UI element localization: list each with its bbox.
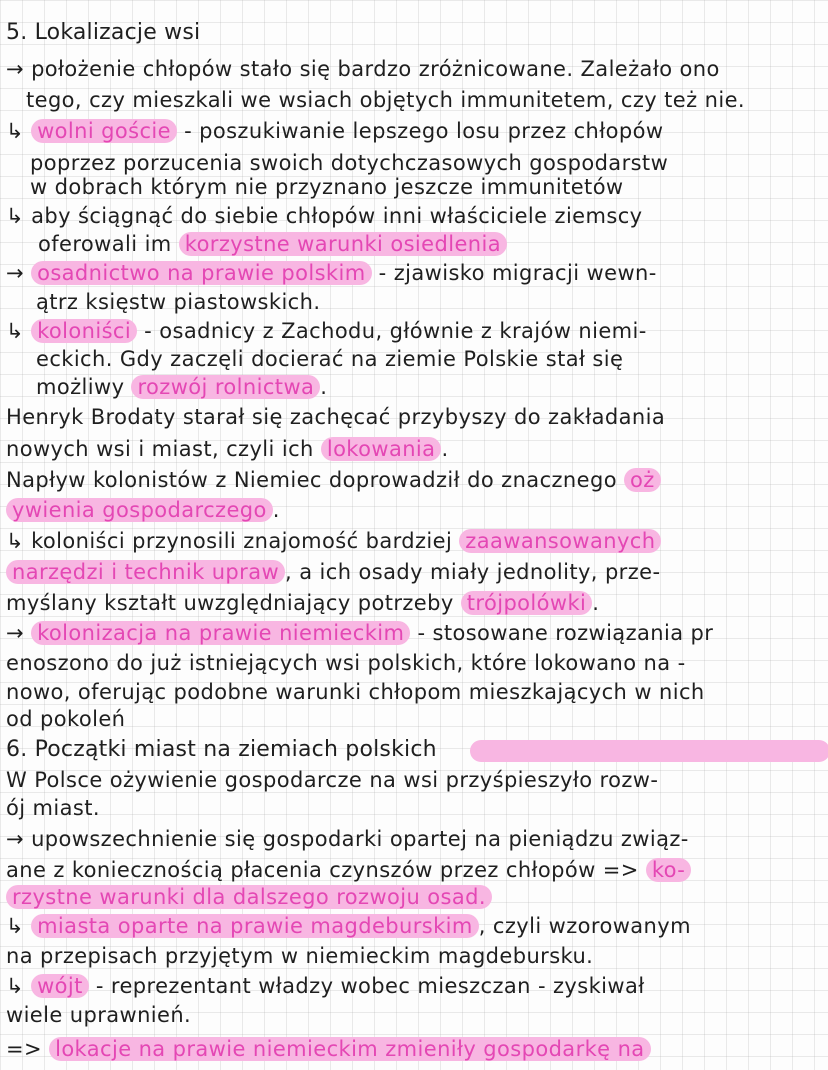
note-line: ↳ koloniści przynosili znajomość bardziej zaawansowanych: [6, 528, 661, 554]
note-line: => lokacje na prawie niemieckim zmieniły gospodarkę na: [6, 1036, 651, 1062]
highlighted-term: lokowania: [321, 437, 442, 461]
note-line: myślany kształt uwzględniający potrzeby trójpolówki .: [6, 591, 600, 615]
highlighted-term: wolni goście: [31, 119, 177, 143]
note-line: → kolonizacja na prawie niemieckim - stosowane rozwiązania pr: [6, 621, 714, 645]
note-line: w dobrach którym nie przyznano jeszcze immunitetów: [30, 175, 624, 199]
note-line: → upowszechnienie się gospodarki opartej na pieniądzu związ-: [6, 827, 689, 851]
note-line: ↳ koloniści - osadnicy z Zachodu, głównie z krajów niemi-: [6, 319, 647, 343]
highlighted-term: kolonizacja na prawie niemieckim: [31, 621, 410, 645]
note-line: [6, 884, 492, 910]
note-line: oferowali im korzystne warunki osiedlenia: [38, 231, 507, 257]
highlighted-term: rozwój rolnictwa: [131, 375, 320, 399]
note-line: W Polsce ożywienie gospodarcze na wsi przyśpieszyło rozw-: [6, 768, 659, 792]
note-line: poprzez porzucenia swoich dotychczasowych gospodarstw: [30, 151, 669, 175]
highlighted-term: koloniści: [31, 319, 137, 343]
highlighted-term: lokacje na prawie niemieckim zmieniły gospodarkę na: [49, 1037, 650, 1061]
note-line: Napływ kolonistów z Niemiec doprowadził do znacznego oż: [6, 467, 661, 493]
note-line: ↳ wolni goście - poszukiwanie lepszego losu przez chłopów: [6, 119, 664, 143]
note-line: → położenie chłopów stało się bardzo zróżnicowane. Zależało ono: [6, 57, 720, 81]
note-line: od pokoleń: [6, 707, 126, 731]
note-line: nowych wsi i miast, czyli ich lokowania .: [6, 437, 449, 461]
note-line: ój miast.: [6, 796, 100, 820]
note-line: eckich. Gdy zaczęli docierać na ziemie Polskie stał się: [36, 347, 624, 371]
note-line: tego, czy mieszkali we wsiach objętych immunitetem, czy też nie.: [26, 88, 745, 112]
note-line: możliwy rozwój rolnictwa .: [36, 375, 328, 399]
note-line: ątrz księstw piastowskich.: [36, 290, 321, 314]
highlighted-term: ywienia gospodarczego: [6, 498, 273, 522]
note-line: ↳ wójt - reprezentant władzy wobec mieszczan - zyskiwał: [6, 974, 645, 998]
highlighted-term: narzędzi i technik upraw: [6, 560, 285, 584]
note-line: wiele uprawnień.: [6, 1003, 192, 1027]
note-line: na przepisach przyjętym w niemieckim magdebursku.: [6, 944, 594, 968]
section-heading-5: 5. Lokalizacje wsi: [6, 20, 201, 45]
note-line: ↳ miasta oparte na prawie magdeburskim , czyli wzorowanym: [6, 914, 691, 938]
highlighted-term: trójpolówki: [461, 591, 593, 615]
highlighted-term: rzystne warunki dla dalszego rozwoju osad.: [6, 885, 492, 909]
highlight-stroke: [470, 740, 828, 762]
note-line: ywienia gospodarczego .: [6, 497, 280, 523]
highlighted-term: oż: [624, 468, 661, 492]
highlighted-term: zaawansowanych: [459, 529, 661, 553]
note-line: nowo, oferując podobne warunki chłopom mieszkających w nich: [6, 680, 705, 704]
highlighted-term: osadnictwo na prawie polskim: [31, 261, 372, 285]
note-line: narzędzi i technik upraw , a ich osady miały jednolity, prze-: [6, 559, 660, 585]
highlighted-term: ko-: [646, 858, 691, 882]
section-heading-6: 6. Początki miast na ziemiach polskich: [6, 737, 437, 762]
note-line: → osadnictwo na prawie polskim - zjawisko migracji wewn-: [6, 261, 657, 285]
note-line: ane z koniecznością płacenia czynszów przez chłopów => ko-: [6, 857, 691, 883]
highlighted-term: korzystne warunki osiedlenia: [179, 232, 507, 256]
note-line: ↳ aby ściągnąć do siebie chłopów inni właściciele ziemscy: [6, 204, 643, 228]
highlighted-term: miasta oparte na prawie magdeburskim: [31, 914, 479, 938]
note-line: Henryk Brodaty starał się zachęcać przybyszy do zakładania: [6, 405, 666, 429]
highlighted-term: wójt: [31, 974, 89, 998]
note-line: enoszono do już istniejących wsi polskich, które lokowano na -: [6, 651, 686, 675]
